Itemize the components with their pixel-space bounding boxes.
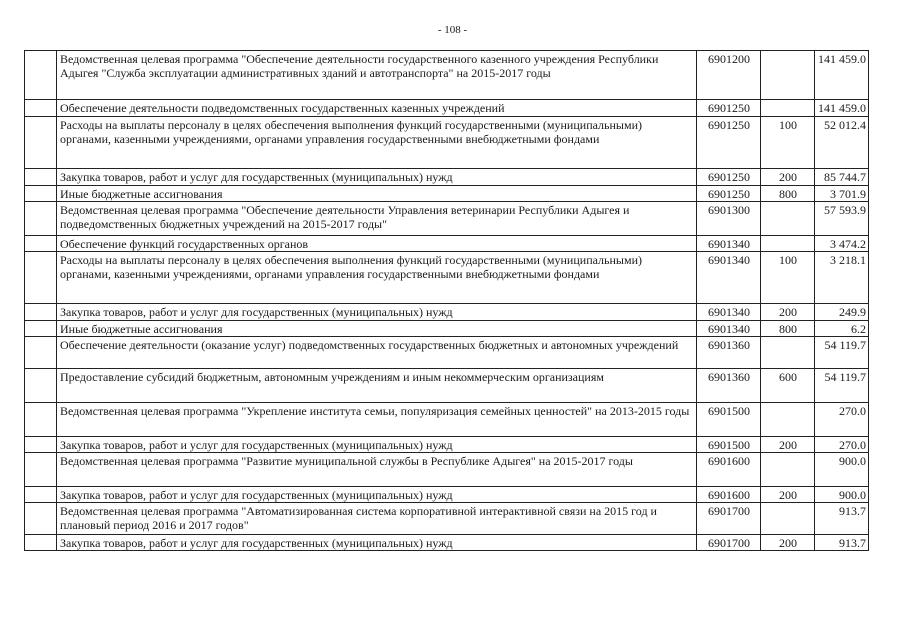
row-expense-type-cell: 100 xyxy=(761,117,815,169)
row-code-cell: 6901700 xyxy=(697,535,761,551)
row-spacer-cell xyxy=(25,51,57,100)
table-row xyxy=(25,403,869,437)
row-spacer-cell xyxy=(25,186,57,202)
row-name-cell: Ведомственная целевая программа "Укрепление института семьи, популяризация семейных ценностей" на 2013-2015 годы xyxy=(57,403,697,437)
table-row xyxy=(25,369,869,403)
row-code-cell: 6901340 xyxy=(697,304,761,321)
row-code-cell: 6901340 xyxy=(697,236,761,252)
row-amount-cell: 141 459.0 xyxy=(815,51,869,100)
row-code-cell: 6901360 xyxy=(697,369,761,403)
row-code-cell: 6901250 xyxy=(697,186,761,202)
budget-table xyxy=(24,50,869,551)
row-spacer-cell xyxy=(25,503,57,535)
row-expense-type-cell: 100 xyxy=(761,252,815,304)
row-amount-cell: 85 744.7 xyxy=(815,169,869,186)
row-amount-cell: 270.0 xyxy=(815,403,869,437)
row-code-cell: 6901300 xyxy=(697,202,761,236)
row-code-cell: 6901250 xyxy=(697,100,761,117)
table-row xyxy=(25,169,869,186)
row-amount-cell: 3 218.1 xyxy=(815,252,869,304)
row-amount-cell: 141 459.0 xyxy=(815,100,869,117)
row-spacer-cell xyxy=(25,453,57,487)
row-amount-cell: 52 012.4 xyxy=(815,117,869,169)
row-expense-type-cell: 800 xyxy=(761,321,815,337)
row-name-cell: Расходы на выплаты персоналу в целях обеспечения выполнения функций государственными (муниципальными) органами, казенными учреждениями, органами управления государственными внебюджетными фондами xyxy=(57,252,697,304)
row-code-cell: 6901600 xyxy=(697,487,761,503)
row-code-cell: 6901340 xyxy=(697,252,761,304)
row-expense-type-cell: 200 xyxy=(761,169,815,186)
row-name-cell: Ведомственная целевая программа "Развитие муниципальной службы в Республике Адыгея" на 2015-2017 годы xyxy=(57,453,697,487)
row-code-cell: 6901500 xyxy=(697,403,761,437)
row-spacer-cell xyxy=(25,321,57,337)
row-amount-cell: 3 701.9 xyxy=(815,186,869,202)
row-name-cell: Ведомственная целевая программа "Обеспечение деятельности Управления ветеринарии Республики Адыгея и подведомственных бюджетных учреждений на 2015-2017 годы" xyxy=(57,202,697,236)
row-spacer-cell xyxy=(25,487,57,503)
row-expense-type-cell: 800 xyxy=(761,186,815,202)
row-code-cell: 6901700 xyxy=(697,503,761,535)
row-amount-cell: 3 474.2 xyxy=(815,236,869,252)
row-expense-type-cell: 200 xyxy=(761,487,815,503)
row-code-cell: 6901200 xyxy=(697,51,761,100)
row-spacer-cell xyxy=(25,236,57,252)
page-number: - 108 - xyxy=(437,24,468,36)
row-name-cell: Расходы на выплаты персоналу в целях обеспечения выполнения функций государственными (муниципальными) органами, казенными учреждениями, органами управления государственными внебюджетными фондами xyxy=(57,117,697,169)
table-row xyxy=(25,535,869,551)
row-amount-cell: 900.0 xyxy=(815,453,869,487)
table-row xyxy=(25,236,869,252)
table-row xyxy=(25,100,869,117)
row-name-cell: Иные бюджетные ассигнования xyxy=(57,321,697,337)
row-expense-type-cell: 200 xyxy=(761,437,815,453)
table-row xyxy=(25,487,869,503)
row-spacer-cell xyxy=(25,337,57,369)
row-expense-type-cell xyxy=(761,202,815,236)
row-expense-type-cell xyxy=(761,453,815,487)
row-spacer-cell xyxy=(25,403,57,437)
row-expense-type-cell xyxy=(761,51,815,100)
row-name-cell: Обеспечение деятельности подведомственных государственных казенных учреждений xyxy=(57,100,697,117)
row-name-cell: Обеспечение деятельности (оказание услуг) подведомственных государственных бюджетных и автономных учреждений xyxy=(57,337,697,369)
row-name-cell: Ведомственная целевая программа "Автоматизированная система корпоративной интерактивной связи на 2015 год и плановый период 2016 и 2017 годов" xyxy=(57,503,697,535)
row-amount-cell: 913.7 xyxy=(815,503,869,535)
row-expense-type-cell: 600 xyxy=(761,369,815,403)
row-spacer-cell xyxy=(25,437,57,453)
row-spacer-cell xyxy=(25,202,57,236)
row-code-cell: 6901600 xyxy=(697,453,761,487)
budget-table-body xyxy=(25,51,869,551)
row-amount-cell: 6.2 xyxy=(815,321,869,337)
table-row xyxy=(25,252,869,304)
row-name-cell: Закупка товаров, работ и услуг для государственных (муниципальных) нужд xyxy=(57,437,697,453)
table-row xyxy=(25,117,869,169)
table-row xyxy=(25,51,869,100)
row-name-cell: Обеспечение функций государственных органов xyxy=(57,236,697,252)
row-name-cell: Закупка товаров, работ и услуг для государственных (муниципальных) нужд xyxy=(57,487,697,503)
row-amount-cell: 900.0 xyxy=(815,487,869,503)
row-amount-cell: 54 119.7 xyxy=(815,337,869,369)
table-row xyxy=(25,304,869,321)
row-expense-type-cell: 200 xyxy=(761,304,815,321)
row-code-cell: 6901250 xyxy=(697,117,761,169)
row-spacer-cell xyxy=(25,304,57,321)
row-spacer-cell xyxy=(25,117,57,169)
row-code-cell: 6901500 xyxy=(697,437,761,453)
row-expense-type-cell xyxy=(761,337,815,369)
row-spacer-cell xyxy=(25,169,57,186)
row-name-cell: Закупка товаров, работ и услуг для государственных (муниципальных) нужд xyxy=(57,304,697,321)
row-expense-type-cell xyxy=(761,100,815,117)
table-row xyxy=(25,503,869,535)
row-expense-type-cell xyxy=(761,403,815,437)
table-row xyxy=(25,337,869,369)
row-name-cell: Ведомственная целевая программа "Обеспечение деятельности государственного казенного учреждения Республики Адыгея "Служба эксплуатации административных зданий и автотранспорта" на 2015-2017 годы xyxy=(57,51,697,100)
row-spacer-cell xyxy=(25,252,57,304)
row-expense-type-cell xyxy=(761,236,815,252)
table-row xyxy=(25,186,869,202)
row-spacer-cell xyxy=(25,100,57,117)
row-expense-type-cell xyxy=(761,503,815,535)
row-amount-cell: 57 593.9 xyxy=(815,202,869,236)
row-name-cell: Закупка товаров, работ и услуг для государственных (муниципальных) нужд xyxy=(57,535,697,551)
table-row xyxy=(25,437,869,453)
row-code-cell: 6901340 xyxy=(697,321,761,337)
row-spacer-cell xyxy=(25,535,57,551)
table-row xyxy=(25,202,869,236)
row-amount-cell: 913.7 xyxy=(815,535,869,551)
row-name-cell: Закупка товаров, работ и услуг для государственных (муниципальных) нужд xyxy=(57,169,697,186)
row-code-cell: 6901250 xyxy=(697,169,761,186)
row-spacer-cell xyxy=(25,369,57,403)
row-amount-cell: 249.9 xyxy=(815,304,869,321)
row-amount-cell: 270.0 xyxy=(815,437,869,453)
row-name-cell: Иные бюджетные ассигнования xyxy=(57,186,697,202)
table-row xyxy=(25,453,869,487)
row-name-cell: Предоставление субсидий бюджетным, автономным учреждениям и иным некоммерческим организациям xyxy=(57,369,697,403)
row-code-cell: 6901360 xyxy=(697,337,761,369)
row-amount-cell: 54 119.7 xyxy=(815,369,869,403)
row-expense-type-cell: 200 xyxy=(761,535,815,551)
table-row xyxy=(25,321,869,337)
